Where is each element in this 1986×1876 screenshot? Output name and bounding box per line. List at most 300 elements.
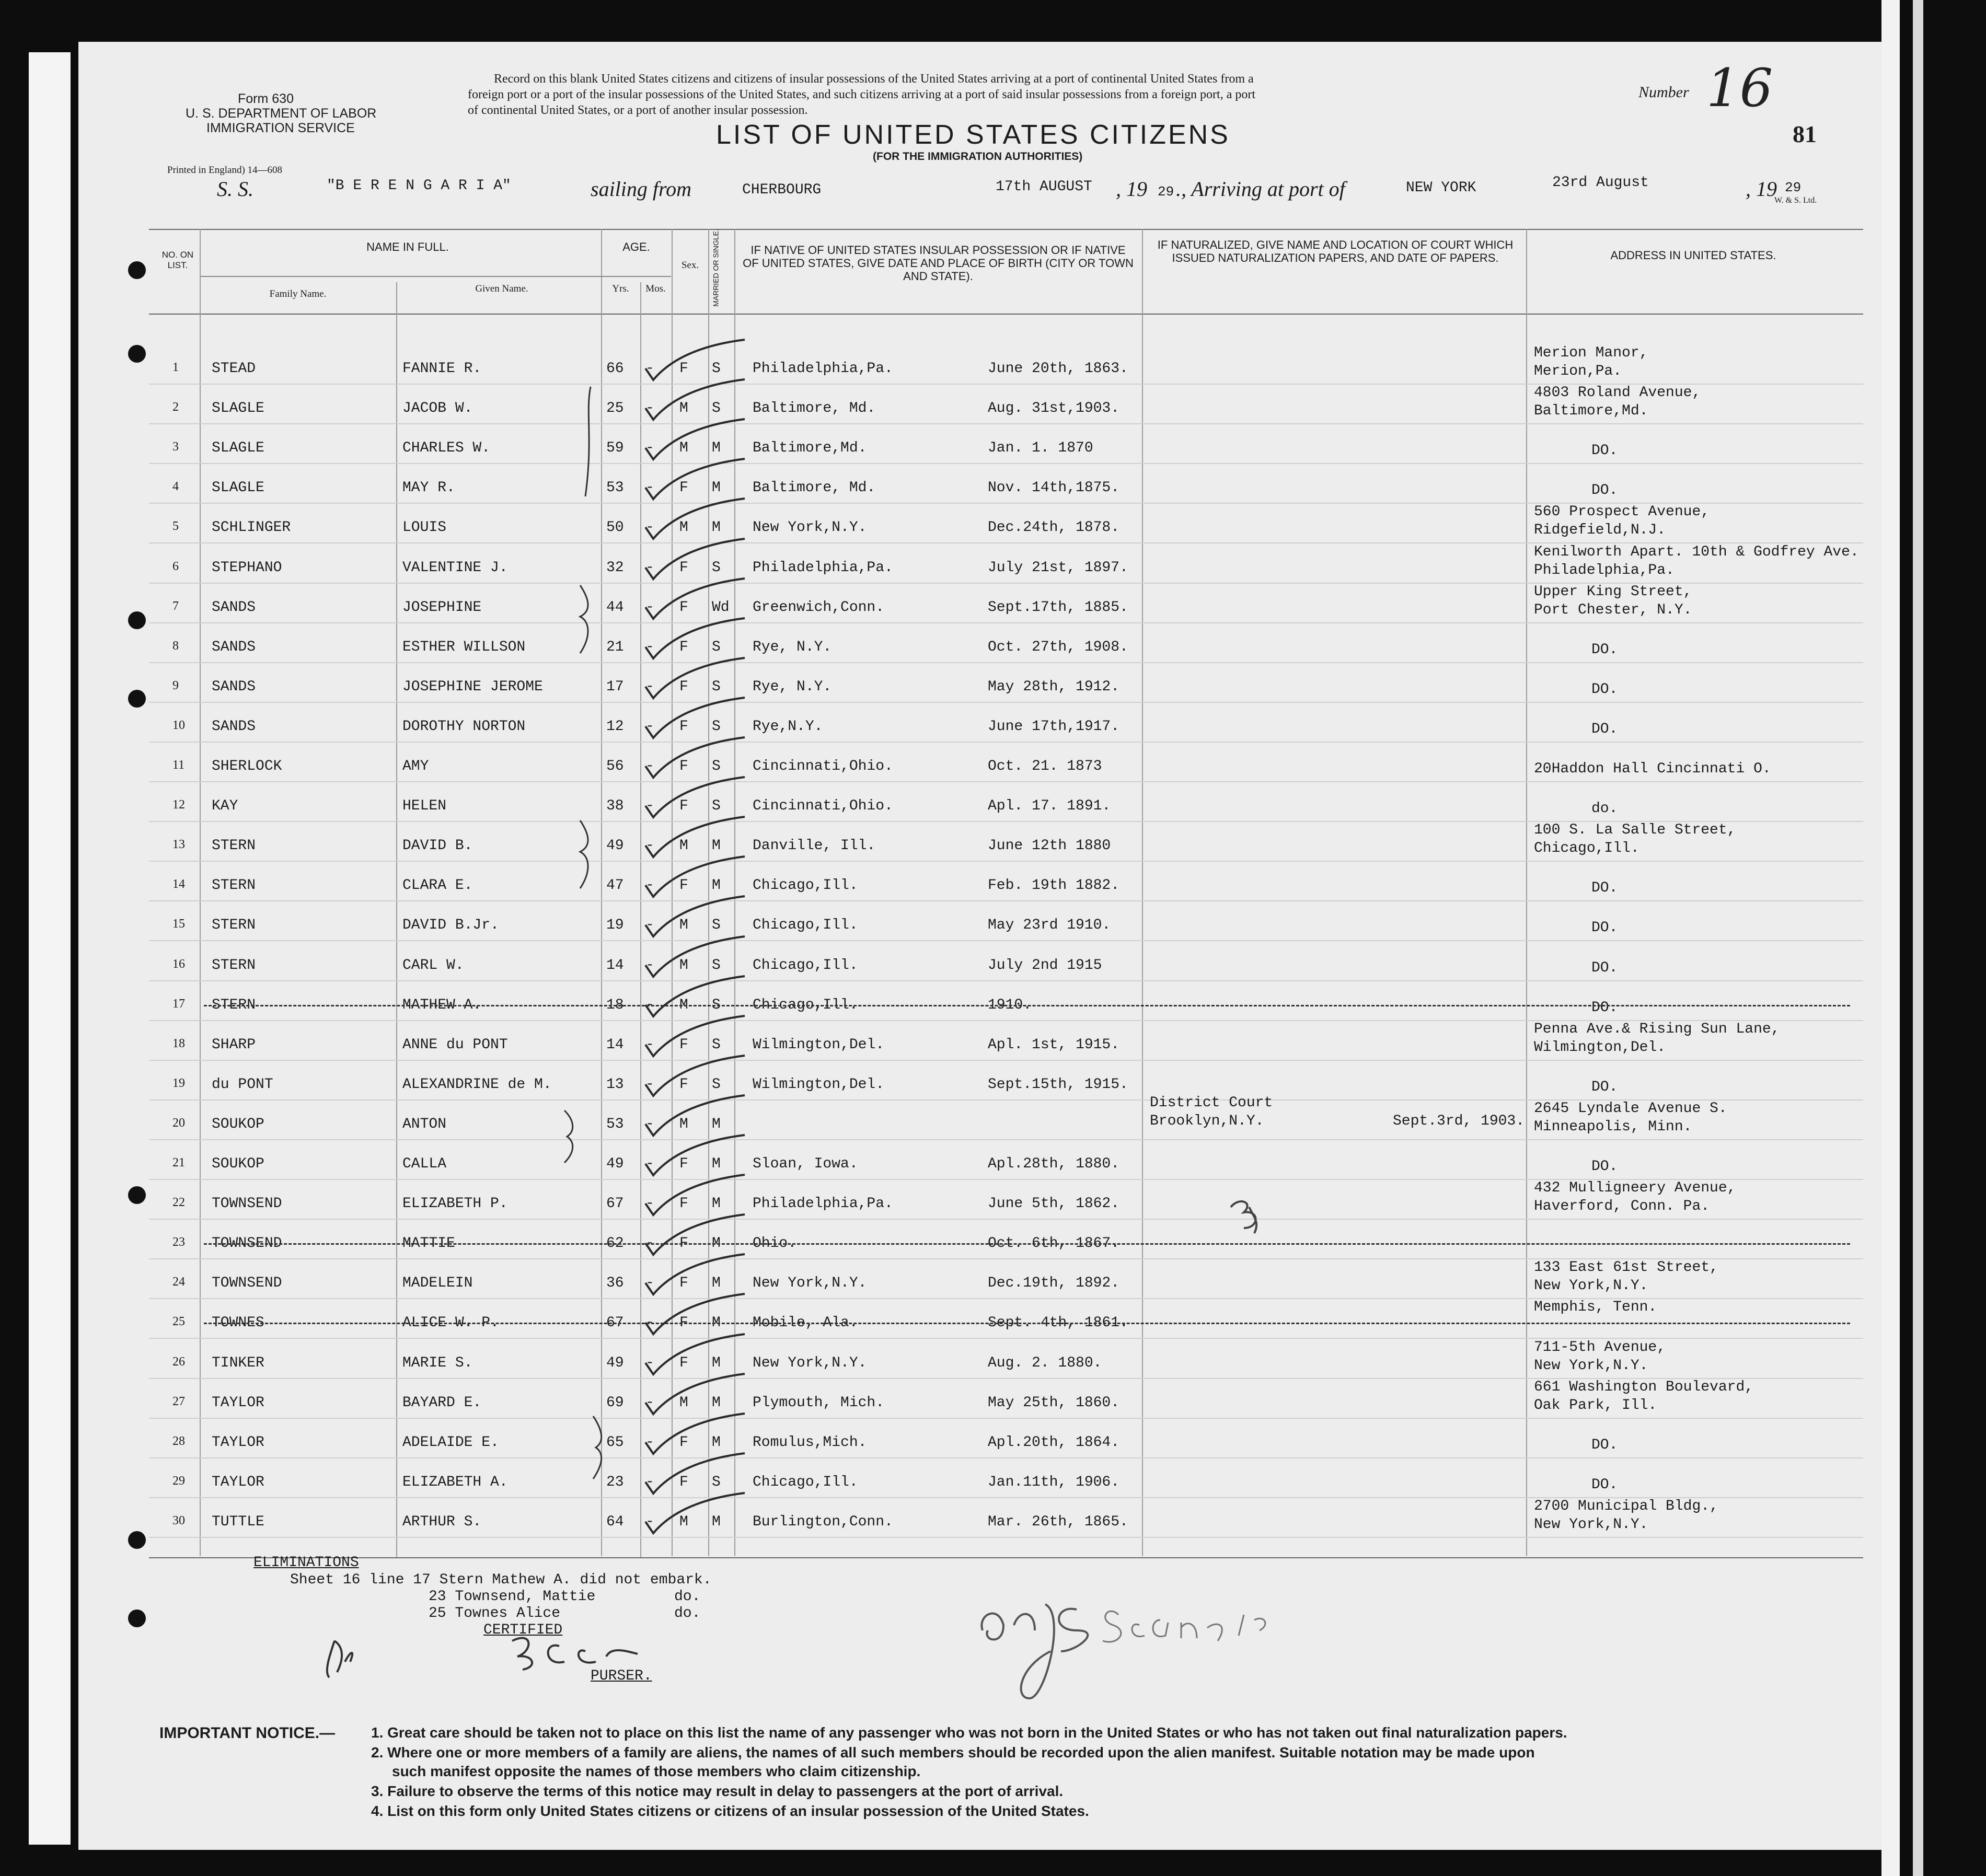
cell-given: FANNIE R.	[402, 361, 482, 377]
cell-family: SANDS	[212, 718, 256, 735]
cell-address-line2: 20Haddon Hall Cincinnati O.	[1534, 761, 1771, 777]
cell-no: 23	[172, 1235, 185, 1249]
cell-family: TOWNES	[212, 1315, 264, 1331]
cell-family: SANDS	[212, 678, 256, 695]
cell-place: Chicago,Ill.	[753, 917, 858, 934]
cell-place: Wilmington,Del.	[753, 1076, 885, 1093]
cell-ms: M	[712, 1275, 721, 1292]
cell-family: SHERLOCK	[212, 758, 282, 774]
intro-line-3: of continental United States, or a port of another insular possession.	[468, 103, 808, 117]
cell-no: 10	[172, 718, 185, 732]
cell-address-line1: Merion Manor,	[1534, 345, 1648, 361]
cell-address-line2: DO.	[1591, 1437, 1618, 1453]
bracket-mark	[585, 1411, 617, 1484]
cell-address-line2: Ridgefield,N.J.	[1534, 522, 1666, 539]
cell-address-line2: New York,N.Y.	[1534, 1516, 1648, 1533]
cell-date: Mar. 26th, 1865.	[988, 1513, 1128, 1530]
row-rule	[149, 1060, 1863, 1061]
row-rule	[149, 940, 1863, 941]
cell-age: 36	[606, 1275, 624, 1292]
cell-no: 18	[172, 1036, 185, 1050]
cell-family: TOWNSEND	[212, 1275, 282, 1292]
cell-given: CARL W.	[402, 957, 464, 974]
cell-date: Apl. 1st, 1915.	[988, 1036, 1120, 1053]
row-rule	[149, 702, 1863, 703]
cell-mos: -	[645, 639, 654, 655]
cell-address-line2: DO.	[1591, 1476, 1618, 1493]
cell-ms: M	[712, 1394, 721, 1411]
cell-age: 13	[606, 1076, 624, 1093]
cell-ms: M	[712, 1196, 721, 1212]
cell-sex: M	[679, 957, 688, 974]
cell-given: MADELEIN	[402, 1275, 473, 1292]
cell-mos: -	[645, 1036, 654, 1053]
page-number: 81	[1793, 121, 1817, 147]
cell-given: CHARLES W.	[402, 440, 491, 457]
notice-item-2: 2. Where one or more members of a family are aliens, the names of all such members should be recorded upon the alien manifest. Suitable notation may be made upon	[371, 1744, 1535, 1761]
cell-ms: M	[712, 519, 721, 536]
cell-no: 27	[172, 1394, 185, 1408]
cell-place: Danville, Ill.	[753, 838, 876, 854]
cell-family: TUTTLE	[212, 1513, 264, 1530]
cell-sex: F	[679, 1036, 688, 1053]
cell-given: ALEXANDRINE de M.	[402, 1076, 552, 1093]
cell-mos: -	[645, 758, 654, 774]
cell-no: 16	[172, 957, 185, 971]
cell-ms: M	[712, 1315, 721, 1331]
cell-given: VALENTINE J.	[402, 559, 508, 576]
cell-age: 62	[606, 1235, 624, 1252]
cell-place: Wilmington,Del.	[753, 1036, 885, 1053]
cell-date: Sept. 4th, 1861.	[988, 1315, 1128, 1331]
number-value: 16	[1706, 57, 1773, 119]
cell-mos: -	[645, 917, 654, 934]
page-edge-shadow	[1913, 0, 1923, 1876]
cell-no: 4	[172, 480, 179, 494]
cell-address-line2: Philadelphia,Pa.	[1534, 562, 1675, 578]
cell-address-line2: Wilmington,Del.	[1534, 1039, 1666, 1056]
header-family-name: Family Name.	[269, 288, 327, 299]
arriving-year-prefix: , 19	[1746, 177, 1777, 201]
cell-family: SHARP	[212, 1036, 256, 1053]
cell-address-line1: 133 East 61st Street,	[1534, 1259, 1718, 1276]
cell-sex: F	[679, 361, 688, 377]
cell-mos: -	[645, 1394, 654, 1411]
row-rule	[149, 861, 1863, 862]
cell-ms: M	[712, 1434, 721, 1451]
cell-mos: -	[645, 1076, 654, 1093]
cell-given: MARIE S.	[402, 1354, 473, 1371]
cell-mos: -	[645, 599, 654, 616]
cell-family: TOWNSEND	[212, 1196, 282, 1212]
cell-date: Oct. 6th, 1867.	[988, 1235, 1120, 1252]
cell-sex: F	[679, 718, 688, 735]
cell-given: CLARA E.	[402, 877, 473, 894]
elimination-line-3-do: do.	[674, 1605, 701, 1622]
cell-given: MATTIE	[402, 1235, 455, 1252]
cell-no: 2	[172, 400, 179, 414]
cell-sex: F	[679, 599, 688, 616]
cell-mos: -	[645, 1315, 654, 1331]
cell-sex: F	[679, 559, 688, 576]
cell-family: SLAGLE	[212, 440, 264, 457]
table-header-border	[149, 314, 1863, 315]
cell-date: Aug. 31st,1903.	[988, 400, 1120, 417]
bracket-mark	[570, 815, 601, 894]
cell-family: STEPHANO	[212, 559, 282, 576]
cell-date: Sept.15th, 1915.	[988, 1076, 1128, 1093]
binder-hole	[128, 1186, 146, 1204]
cell-place: Chicago,Ill.	[753, 877, 858, 894]
binder-hole	[128, 1531, 146, 1549]
cell-address-line2: DO.	[1591, 681, 1618, 698]
page-edge	[1881, 0, 1900, 1876]
cell-no: 19	[172, 1076, 185, 1090]
cell-ms: Wd	[712, 599, 730, 616]
cell-place: Baltimore,Md.	[753, 440, 867, 457]
printed-in: Printed in England) 14—608	[167, 165, 283, 176]
cell-given: JOSEPHINE JEROME	[402, 678, 543, 695]
cell-no: 12	[172, 798, 185, 812]
cell-date: July 21st, 1897.	[988, 559, 1128, 576]
cell-mos: -	[645, 400, 654, 417]
cell-given: ALICE W. P.	[402, 1315, 499, 1331]
cell-place: Chicago,Ill.	[753, 997, 858, 1013]
cell-given: MAY R.	[402, 480, 455, 496]
cell-given: MATHEW A.	[402, 997, 482, 1013]
cell-date: Oct. 27th, 1908.	[988, 639, 1128, 655]
cell-place: Rye, N.Y.	[753, 639, 832, 655]
cell-date: Nov. 14th,1875.	[988, 480, 1120, 496]
inspector-signature	[972, 1573, 1307, 1709]
cell-age: 65	[606, 1434, 624, 1451]
row-rule	[149, 622, 1863, 623]
cell-given: ANTON	[402, 1116, 447, 1132]
table-top-border	[149, 229, 1863, 230]
cell-no: 8	[172, 639, 179, 653]
binder-hole	[128, 345, 146, 363]
binder-hole	[128, 690, 146, 708]
cell-address-line1: Memphis, Tenn.	[1534, 1299, 1657, 1316]
purser-label: PURSER.	[591, 1668, 652, 1684]
naturalization-court: District Court	[1150, 1095, 1273, 1111]
cell-age: 44	[606, 599, 624, 616]
cell-no: 15	[172, 917, 185, 931]
notice-item-2-cont: such manifest opposite the names of those members who claim citizenship.	[392, 1763, 921, 1779]
form-number: Form 630	[238, 91, 294, 106]
row-rule	[149, 1418, 1863, 1419]
cell-given: DAVID B.	[402, 838, 473, 854]
header-naturalized: IF NATURALIZED, GIVE NAME AND LOCATION OF COURT WHICH ISSUED NATURALIZATION PAPERS, AND DATE OF PAPERS.	[1157, 238, 1514, 264]
cell-mos: -	[645, 1116, 654, 1132]
cell-ms: M	[712, 838, 721, 854]
cell-place: Philadelphia,Pa.	[753, 559, 893, 576]
strikethrough-line	[204, 1323, 1850, 1324]
cell-place: New York,N.Y.	[753, 1275, 867, 1292]
binder-hole	[128, 261, 146, 279]
cell-age: 49	[606, 1156, 624, 1172]
cell-place: New York,N.Y.	[753, 519, 867, 536]
cell-no: 21	[172, 1156, 185, 1169]
notice-item-4: 4. List on this form only United States citizens or citizens of an insular possession of the United States.	[371, 1803, 1089, 1819]
cell-age: 17	[606, 678, 624, 695]
cell-family: STERN	[212, 957, 256, 974]
cell-no: 9	[172, 678, 179, 692]
header-name-in-full: NAME IN FULL.	[366, 240, 449, 253]
cell-mos: -	[645, 519, 654, 536]
cell-family: du PONT	[212, 1076, 273, 1093]
cell-no: 3	[172, 440, 179, 454]
cell-age: 12	[606, 718, 624, 735]
cell-address-line2: Baltimore,Md.	[1534, 403, 1648, 420]
cell-date: Aug. 2. 1880.	[988, 1354, 1102, 1371]
intro-line-1: Record on this blank United States citizens and citizens of insular possessions of the United States arriving at a port of continental United States from a	[494, 72, 1254, 86]
subheader-line	[201, 276, 671, 277]
cell-age: 47	[606, 877, 624, 894]
cell-age: 25	[606, 400, 624, 417]
notice-item-3: 3. Failure to observe the terms of this notice may result in delay to passengers at the port of arrival.	[371, 1783, 1064, 1799]
elimination-line-2: 23 Townsend, Mattie	[429, 1589, 596, 1605]
cell-mos: -	[645, 678, 654, 695]
row-rule	[149, 742, 1863, 743]
row-rule	[149, 1537, 1863, 1538]
cell-place: Baltimore, Md.	[753, 480, 876, 496]
intro-line-2: foreign port or a port of the insular possessions of the United States, and such citizens arriving at a port of said insular possessions from a foreign port, a port	[468, 88, 1256, 101]
cell-given: ELIZABETH A.	[402, 1474, 508, 1490]
cell-mos: -	[645, 480, 654, 496]
arriving-year: 29	[1785, 180, 1802, 195]
cell-ms: S	[712, 1076, 721, 1093]
cell-age: 14	[606, 1036, 624, 1053]
cell-given: HELEN	[402, 798, 447, 815]
cell-ms: S	[712, 678, 721, 695]
cell-date: 1910.	[988, 997, 1032, 1013]
cell-date: Apl. 17. 1891.	[988, 798, 1111, 815]
cell-sex: F	[679, 1434, 688, 1451]
cell-ms: S	[712, 718, 721, 735]
header-age: AGE.	[622, 240, 650, 253]
cell-address-line2: DO.	[1591, 880, 1618, 897]
cell-ms: S	[712, 559, 721, 576]
cell-ms: S	[712, 639, 721, 655]
bracket-mark	[570, 381, 601, 507]
cell-age: 50	[606, 519, 624, 536]
arriving-date: 23rd August	[1552, 175, 1649, 191]
cell-mos: -	[645, 798, 654, 815]
header-birth: IF NATIVE OF UNITED STATES INSULAR POSSESSION OR IF NATIVE OF UNITED STATES, GIVE DATE AND PLACE OF BIRTH (CITY OR TOWN AND STATE).	[743, 244, 1134, 283]
arriving-label: ., Arriving at port of	[1176, 177, 1345, 201]
cell-sex: F	[679, 480, 688, 496]
cell-place: Chicago,Ill.	[753, 957, 858, 974]
cell-sex: M	[679, 519, 688, 536]
cell-address-line2: Merion,Pa.	[1534, 363, 1622, 379]
cell-no: 28	[172, 1434, 185, 1448]
cell-ms: M	[712, 1116, 721, 1132]
cell-mos: -	[645, 718, 654, 735]
header-married-single: MARRIED OR SINGLE.	[711, 229, 720, 307]
sailing-date: 17th AUGUST	[996, 179, 1092, 195]
cell-address-line1: 4803 Roland Avenue,	[1534, 385, 1701, 401]
cell-date: Jan.11th, 1906.	[988, 1474, 1120, 1490]
cell-date: June 20th, 1863.	[988, 361, 1128, 377]
cell-address-line2: Minneapolis, Minn.	[1534, 1118, 1692, 1135]
cell-address-line2: DO.	[1591, 1159, 1618, 1175]
cell-address-line1: 100 S. La Salle Street,	[1534, 822, 1736, 839]
cell-no: 6	[172, 559, 179, 573]
cell-address-line2: Oak Park, Ill.	[1534, 1397, 1657, 1414]
cell-date: Apl.20th, 1864.	[988, 1434, 1120, 1451]
cell-address-line1: 560 Prospect Avenue,	[1534, 504, 1710, 520]
cell-address-line2: DO.	[1591, 721, 1618, 737]
cell-no: 14	[172, 877, 185, 891]
cell-age: 67	[606, 1315, 624, 1331]
cell-given: ESTHER WILLSON	[402, 639, 526, 655]
cell-mos: -	[645, 1156, 654, 1172]
cell-no: 13	[172, 838, 185, 852]
cell-date: July 2nd 1915	[988, 957, 1102, 974]
cell-given: JOSEPHINE	[402, 599, 482, 616]
cell-sex: M	[679, 440, 688, 457]
cell-sex: F	[679, 1315, 688, 1331]
row-rule	[149, 662, 1863, 663]
row-rule	[149, 980, 1863, 981]
cell-family: TAYLOR	[212, 1394, 264, 1411]
cell-place: Sloan, Iowa.	[753, 1156, 858, 1172]
cell-no: 17	[172, 997, 185, 1011]
cell-age: 21	[606, 639, 624, 655]
bracket-mark	[557, 1105, 588, 1168]
cell-family: SCHLINGER	[212, 519, 291, 536]
cell-ms: S	[712, 758, 721, 774]
eliminations-heading: ELIMINATIONS	[253, 1555, 359, 1571]
page-title: LIST OF UNITED STATES CITIZENS	[716, 120, 1230, 150]
cell-age: 69	[606, 1394, 624, 1411]
sailing-from-label: sailing from	[591, 177, 691, 201]
cell-place: Philadelphia,Pa.	[753, 1196, 893, 1212]
naturalization-location: Brooklyn,N.Y.	[1150, 1113, 1264, 1129]
cell-family: TAYLOR	[212, 1474, 264, 1490]
sailing-year: 29	[1158, 184, 1174, 200]
cell-place: Mobile, Ala.	[753, 1315, 858, 1331]
cell-no: 25	[172, 1315, 185, 1329]
cell-address-line1: 2700 Municipal Bldg.,	[1534, 1498, 1718, 1514]
cell-ms: S	[712, 1474, 721, 1490]
cell-sex: M	[679, 997, 688, 1013]
printer-mark: W. & S. Ltd.	[1774, 196, 1817, 205]
cell-ms: M	[712, 1354, 721, 1371]
cell-ms: M	[712, 877, 721, 894]
row-rule	[149, 1457, 1863, 1458]
cell-mos: -	[645, 877, 654, 894]
cell-family: STERN	[212, 838, 256, 854]
cell-place: New York,N.Y.	[753, 1354, 867, 1371]
cell-date: Dec.19th, 1892.	[988, 1275, 1120, 1292]
cell-place: Cincinnati,Ohio.	[753, 798, 893, 815]
cell-family: TAYLOR	[212, 1434, 264, 1451]
cell-date: May 23rd 1910.	[988, 917, 1111, 934]
bracket-mark	[570, 580, 601, 658]
cell-place: Baltimore, Md.	[753, 400, 876, 417]
cell-age: 19	[606, 917, 624, 934]
cell-family: TOWNSEND	[212, 1235, 282, 1252]
cell-given: DAVID B.Jr.	[402, 917, 499, 934]
cell-age: 18	[606, 997, 624, 1013]
cell-age: 38	[606, 798, 624, 815]
cell-family: SOUKOP	[212, 1116, 264, 1132]
cell-sex: M	[679, 1513, 688, 1530]
sailing-year-prefix: , 19	[1116, 177, 1147, 201]
cell-no: 1	[172, 361, 179, 374]
cell-ms: S	[712, 917, 721, 934]
cell-age: 49	[606, 1354, 624, 1371]
sailing-port: CHERBOURG	[742, 182, 822, 198]
cell-date: June 17th,1917.	[988, 718, 1120, 735]
cell-sex: M	[679, 1116, 688, 1132]
cell-ms: S	[712, 361, 721, 377]
handwritten-mark	[1223, 1191, 1270, 1238]
cell-address-line2: Port Chester, N.Y.	[1534, 601, 1692, 618]
arriving-port: NEW YORK	[1406, 180, 1476, 196]
cell-age: 14	[606, 957, 624, 974]
cell-sex: F	[679, 758, 688, 774]
cell-date: Jan. 1. 1870	[988, 440, 1093, 457]
cell-family: STERN	[212, 877, 256, 894]
cell-given: DOROTHY NORTON	[402, 718, 526, 735]
cell-age: 49	[606, 838, 624, 854]
cell-ms: S	[712, 997, 721, 1013]
cell-ms: S	[712, 957, 721, 974]
row-rule	[149, 1219, 1863, 1220]
cell-mos: -	[645, 1434, 654, 1451]
cell-address-line2: DO.	[1591, 999, 1618, 1016]
ss-label: S. S.	[217, 177, 253, 201]
cell-mos: -	[645, 1474, 654, 1490]
cell-sex: F	[679, 1474, 688, 1490]
cell-date: May 28th, 1912.	[988, 678, 1120, 695]
cell-place: Romulus,Mich.	[753, 1434, 867, 1451]
header-sex: Sex.	[681, 260, 699, 271]
cell-sex: F	[679, 1156, 688, 1172]
col-divider	[601, 229, 602, 1556]
cell-age: 64	[606, 1513, 624, 1530]
cell-place: Greenwich,Conn.	[753, 599, 885, 616]
elimination-line-3: 25 Townes Alice	[429, 1605, 561, 1622]
cell-ms: M	[712, 1156, 721, 1172]
header-yrs: Yrs.	[612, 283, 629, 294]
department: U. S. DEPARTMENT OF LABOR	[186, 106, 377, 121]
cell-family: KAY	[212, 798, 238, 815]
cell-no: 20	[172, 1116, 185, 1130]
row-rule	[149, 1139, 1863, 1140]
cell-date: Dec.24th, 1878.	[988, 519, 1120, 536]
page-subtitle: (FOR THE IMMIGRATION AUTHORITIES)	[873, 150, 1083, 163]
row-rule	[149, 900, 1863, 901]
cell-sex: F	[679, 1354, 688, 1371]
cell-family: SANDS	[212, 599, 256, 616]
row-rule	[149, 781, 1863, 782]
cell-age: 59	[606, 440, 624, 457]
cell-mos: -	[645, 997, 654, 1013]
binding-strip	[29, 52, 71, 1845]
ship-name: "B E R E N G A R I A"	[327, 178, 511, 194]
cell-family: SANDS	[212, 639, 256, 655]
number-label: Number	[1638, 84, 1689, 101]
cell-place: Ohio.	[753, 1235, 797, 1252]
cell-given: BAYARD E.	[402, 1394, 482, 1411]
cell-no: 5	[172, 519, 179, 534]
cell-date: Oct. 21. 1873	[988, 758, 1102, 774]
strikethrough-line	[204, 1005, 1850, 1006]
